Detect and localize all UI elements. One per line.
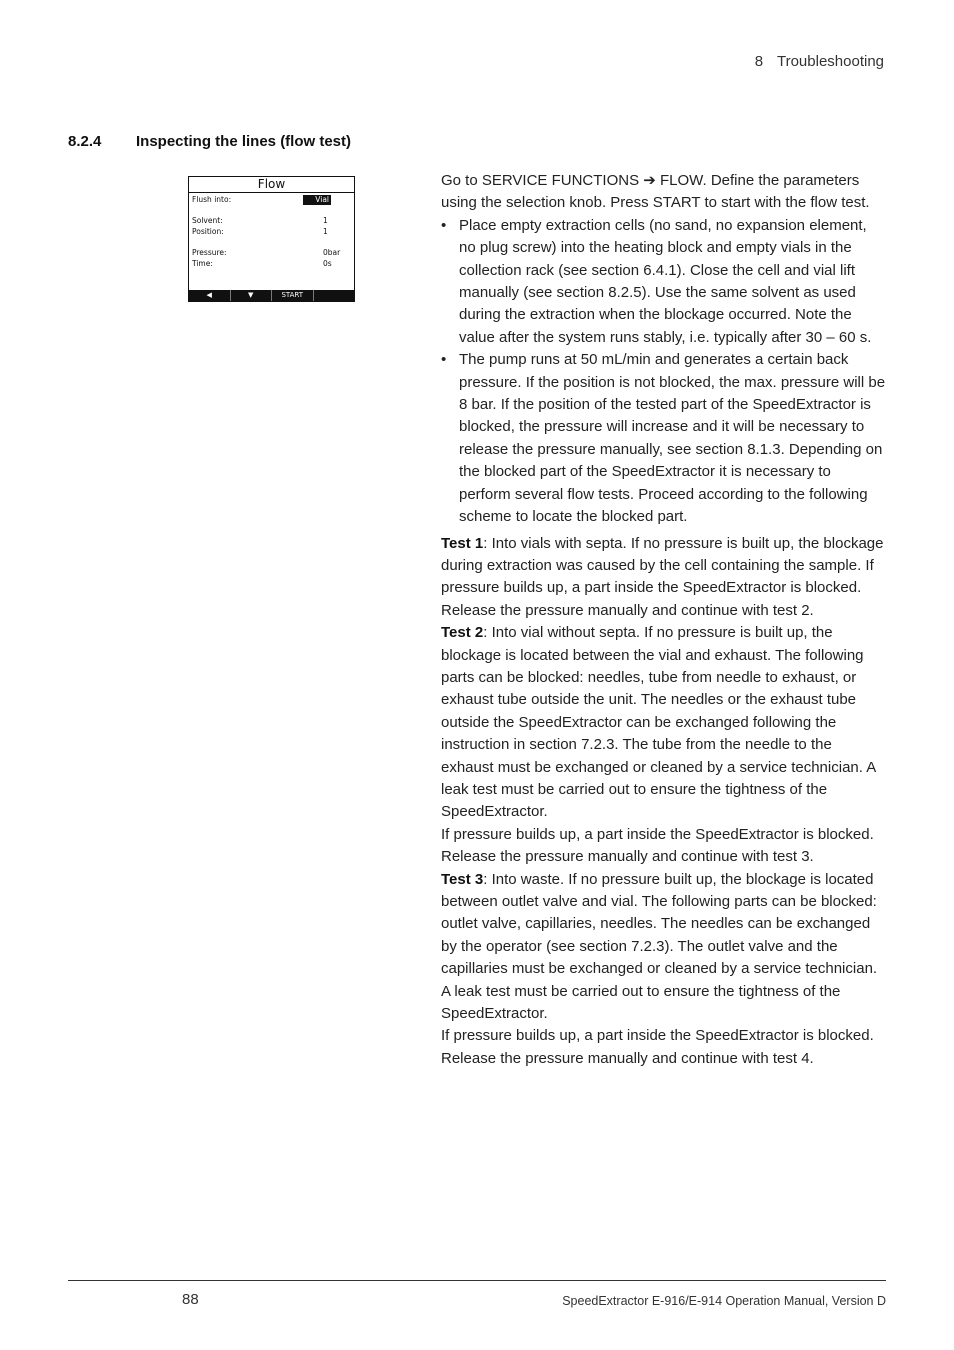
position-label: Position: (192, 227, 224, 236)
flush-label: Flush into: (192, 195, 232, 204)
running-header (755, 53, 884, 70)
section-heading (68, 133, 351, 150)
footer-divider (68, 1280, 886, 1281)
screen-title: Flow (189, 177, 354, 193)
left-arrow-icon: ◀ (189, 290, 231, 301)
test-3-label: Test 3 (441, 870, 484, 888)
test-2-followup: If pressure builds up, a part inside the SpeedExtractor is blocked. Release the pressure manually and continue with test 3. (441, 825, 874, 866)
section-number: 8.2.4 (68, 133, 102, 150)
list-item (441, 349, 886, 528)
chapter-number: 8 (754, 53, 764, 70)
test-2-paragraph (441, 622, 886, 824)
bullet-glyph: • (441, 351, 447, 369)
page-number: 88 (182, 1291, 199, 1308)
test-3-paragraph (441, 869, 886, 1026)
time-label: Time: (192, 259, 213, 268)
test-3-followup: If pressure builds up, a part inside the SpeedExtractor is blocked. Release the pressure manually and continue with test 4. (441, 1027, 874, 1067)
test-1-text: : Into vials with septa. If no pressure is built up, the blockage during extraction was caused by the cell containing the sample. If pressure builds up, a part inside the SpeedExtractor is blocked. Release the pressure manually and continue with test 2. (441, 534, 884, 619)
softkey-bar (189, 290, 354, 301)
empty-softkey (314, 290, 355, 301)
section-title: Inspecting the lines (flow test) (136, 133, 352, 150)
body-text (441, 170, 886, 1070)
test-1-paragraph (441, 533, 886, 623)
start-softkey: START (272, 290, 314, 301)
flush-value: Vial (303, 195, 331, 205)
intro-paragraph: Go to SERVICE FUNCTIONS ➔ FLOW. Define the parameters using the selection knob. Press START to start with the flow test. (441, 172, 870, 212)
time-value: 0s (323, 259, 332, 268)
bullet-glyph: • (441, 216, 447, 234)
pressure-label: Pressure: (192, 248, 227, 257)
test-1-label: Test 1 (441, 534, 484, 552)
instruction-list (441, 215, 886, 529)
chapter-title: Troubleshooting (776, 53, 884, 70)
list-item (441, 215, 886, 349)
footer-doc-title: SpeedExtractor E-916/E-914 Operation Manual, Version D (562, 1294, 886, 1308)
test-2-label: Test 2 (441, 624, 484, 642)
test-2-text: : Into vial without septa. If no pressure is built up, the blockage is located between the vial and exhaust. The following parts can be blocked: needles, tube from needle to exhaust, or exhaust tube outside the unit. The needles or the exhaust tube outside the SpeedExtractor can be exchanged following the instruction in section 7.2.3. The tube from the needle to the exhaust must be exchanged or cleaned by a service technician. A leak test must be carried out to ensure the tightness of the SpeedExtractor. (441, 624, 876, 821)
bullet-text: Place empty extraction cells (no sand, no expansion element, no plug screw) into the heating block and empty vials in the collection rack (see section 6.4.1). Close the cell and vial lift manually (see section 8.2.5). Use the same solvent as used during the extraction when the blockage occurred. Note the value after the system runs stably, i.e. typically after 30 – 60 s. (459, 216, 872, 346)
test-3-text: : Into waste. If no pressure built up, the blockage is located between outlet valve and vial. The following parts can be blocked: outlet valve, capillaries, needles. The needles can be exchanged by the operator (see section 7.2.3). The outlet valve and the capillaries must be exchanged or cleaned by a service technician. A leak test must be carried out to ensure the tightness of the SpeedExtractor. (441, 870, 878, 1023)
flow-screen-display (188, 176, 355, 302)
solvent-label: Solvent: (192, 216, 223, 225)
pressure-value: 0bar (323, 248, 341, 257)
position-value: 1 (323, 227, 328, 236)
solvent-value: 1 (323, 216, 328, 225)
bullet-text: The pump runs at 50 mL/min and generates a certain back pressure. If the position is not blocked, the max. pressure will be 8 bar. If the position of the tested part of the SpeedExtractor is blocked, the pressure will increase and it will be necessary to release the pressure manually, see section 8.1.3. Depending on the blocked part of the SpeedExtractor it is necessary to perform several flow tests. Proceed according to the following scheme to locate the blocked part. (459, 351, 886, 526)
down-arrow-icon: ▼ (231, 290, 273, 301)
